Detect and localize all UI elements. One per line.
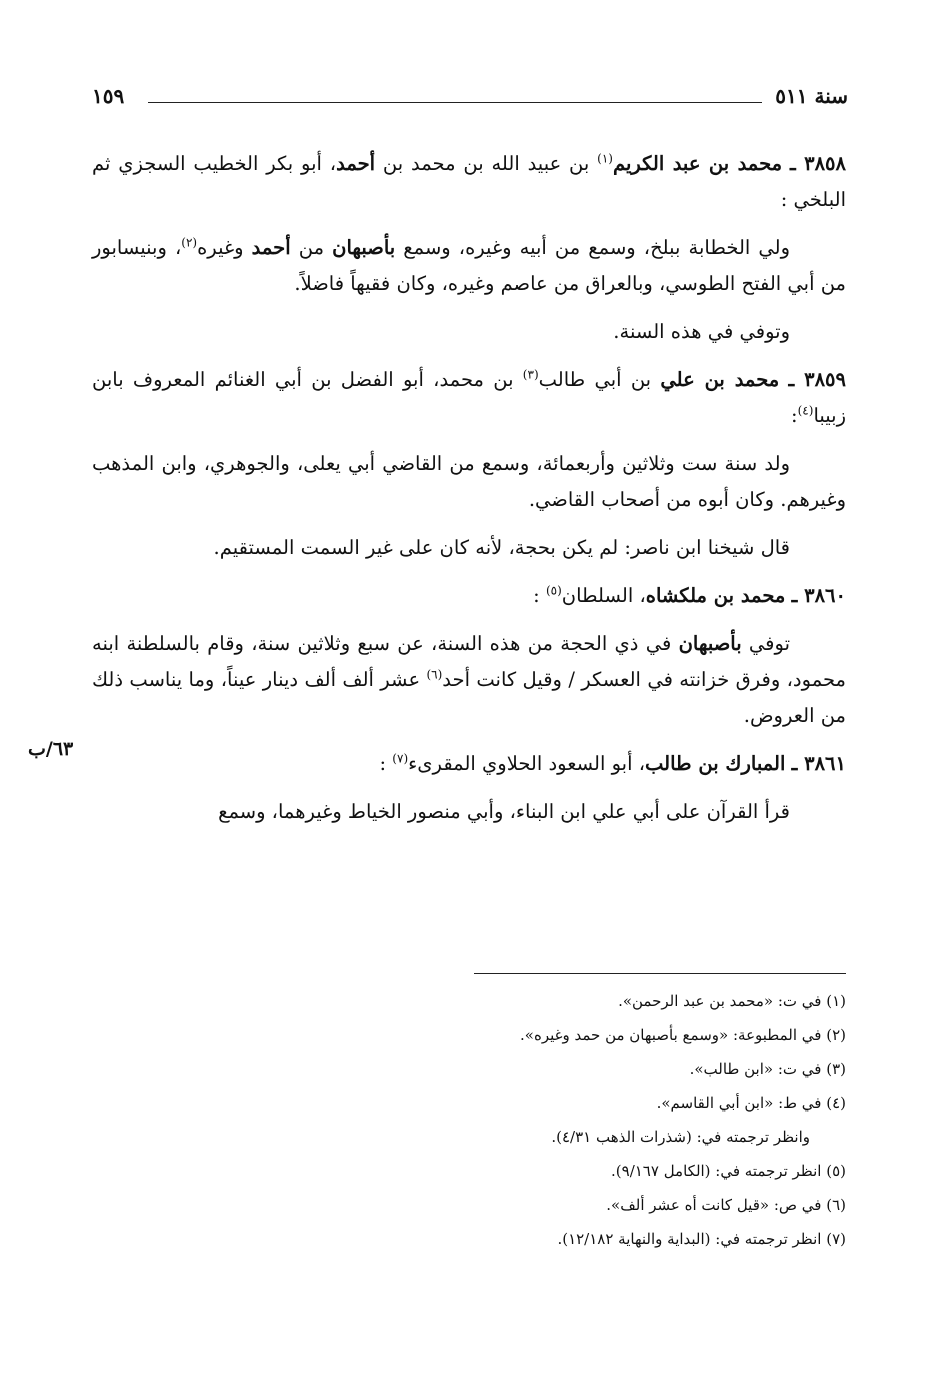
footnote-ref: (٧) [392,751,409,766]
margin-folio-note: ٦٣/ب [28,738,74,760]
entry-name: محمد بن عبد الكريم [612,152,783,175]
paragraph-2: وتوفي في هذه السنة. [613,320,790,343]
paragraph-4: قال شيخنا ابن ناصر: لم يكن بحجة، لأنه كان على غير السمت المستقيم. [213,536,790,559]
entry-text: ، السلطان [561,584,646,607]
footnote-3: (٣) في ت: «ابن طالب». [689,1060,846,1078]
entry-text: : [533,584,546,607]
footnote-5: (٥) انظر ترجمته في: (الكامل ٩/١٦٧). [611,1162,846,1180]
main-text [92,146,846,842]
footnote-6: (٦) في ص: «قيل كانت أه عشر ألف». [606,1196,846,1214]
footnote-ref: (٥) [545,583,562,598]
entry-text: : [791,404,798,427]
text-run: من [290,236,333,259]
entry-text: : [379,752,393,775]
entry-number: ٣٨٥٨ ـ [789,152,847,175]
footnote-2: (٢) في المطبوعة: «وسمع بأصبهان من حمد وغيره». [520,1026,846,1044]
text-run: في ذي الحجة من هذه السنة، عن سبع وثلاثين سنة، وقام بالسلطنة ابنه محمود، وفرق خزانته في العسكر / وقيل كانت أحد [92,632,846,691]
footnotes [92,984,846,1256]
footnote-1: (١) في ت: «محمد بن عبد الرحمن». [618,992,846,1010]
footnote-separator [474,973,846,974]
entry-text: بن محمد، أبو الفضل بن أبي الغنائم المعروف بابن زبيبا [92,368,846,427]
text-run: عشر ألف ألف دينار عيناً، وما يناسب ذلك من العروض. [92,668,846,727]
entry-text: ، أبو السعود الحلاوي المقرىء [408,752,646,775]
entry-number: ٣٨٦١ ـ [791,752,846,775]
page-header [92,84,848,118]
footnote-4: (٤) في ط: «ابن أبي القاسم». [656,1094,846,1112]
entry-bold-name: أحمد [336,152,376,175]
entry-number: ٣٨٦٠ ـ [791,584,846,607]
entry-name: المبارك بن طالب [645,752,786,775]
paragraph-5 [92,626,846,734]
footnote-4-see-also: وانظر ترجمته في: (شذرات الذهب ٤/٣١). [551,1128,810,1146]
footnote-ref: (٦) [426,667,443,682]
entry-3861 [92,746,846,782]
running-head-year: سنة ٥١١ [775,84,848,108]
text-run: ولي الخطابة ببلخ، وسمع من أبيه وغيره، وسمع [395,236,791,259]
text-run: توفي [741,632,791,655]
page-number: ١٥٩ [92,84,125,108]
paragraph-1 [92,230,846,302]
bold-run: أحمد [251,236,291,259]
entry-number: ٣٨٥٩ ـ [788,368,847,391]
entry-text: ، أبو بكر الخطيب السجزي ثم البلخي : [92,152,846,211]
paragraph-6: قرأ القرآن على أبي علي ابن البناء، وأبي منصور الخياط وغيرهما، وسمع [218,800,790,823]
footnote-7: (٧) انظر ترجمته في: (البداية والنهاية ١٢/١٨٢). [557,1230,846,1248]
entry-name: محمد بن علي [660,368,780,391]
text-run: وغيره [197,236,252,259]
footnote-ref: (٢) [181,235,198,250]
paragraph-3: ولد سنة ست وثلاثين وأربعمائة، وسمع من القاضي أبي يعلى، والجوهري، وابن المذهب وغيرهم. وكان أبوه من أصحاب القاضي. [92,452,846,511]
entry-3859 [92,362,846,434]
header-rule [148,102,762,103]
entry-text: بن أبي طالب [538,368,661,391]
entry-text: بن عبيد الله بن محمد بن [375,152,598,175]
footnote-ref: (١) [597,151,613,166]
text-run: ، وبنيسابور من أبي الفتح الطوسي، وبالعراق من عاصم وغيره، وكان فقيهاً فاضلاً. [92,236,846,295]
footnote-ref: (٤) [797,403,814,418]
entry-name: محمد بن ملكشاه [645,584,786,607]
entry-3860 [92,578,846,614]
footnote-ref: (٣) [522,367,539,382]
entry-3858 [92,146,846,218]
bold-run: بأصبهان [678,632,742,655]
bold-run: بأصبهان [332,236,396,259]
